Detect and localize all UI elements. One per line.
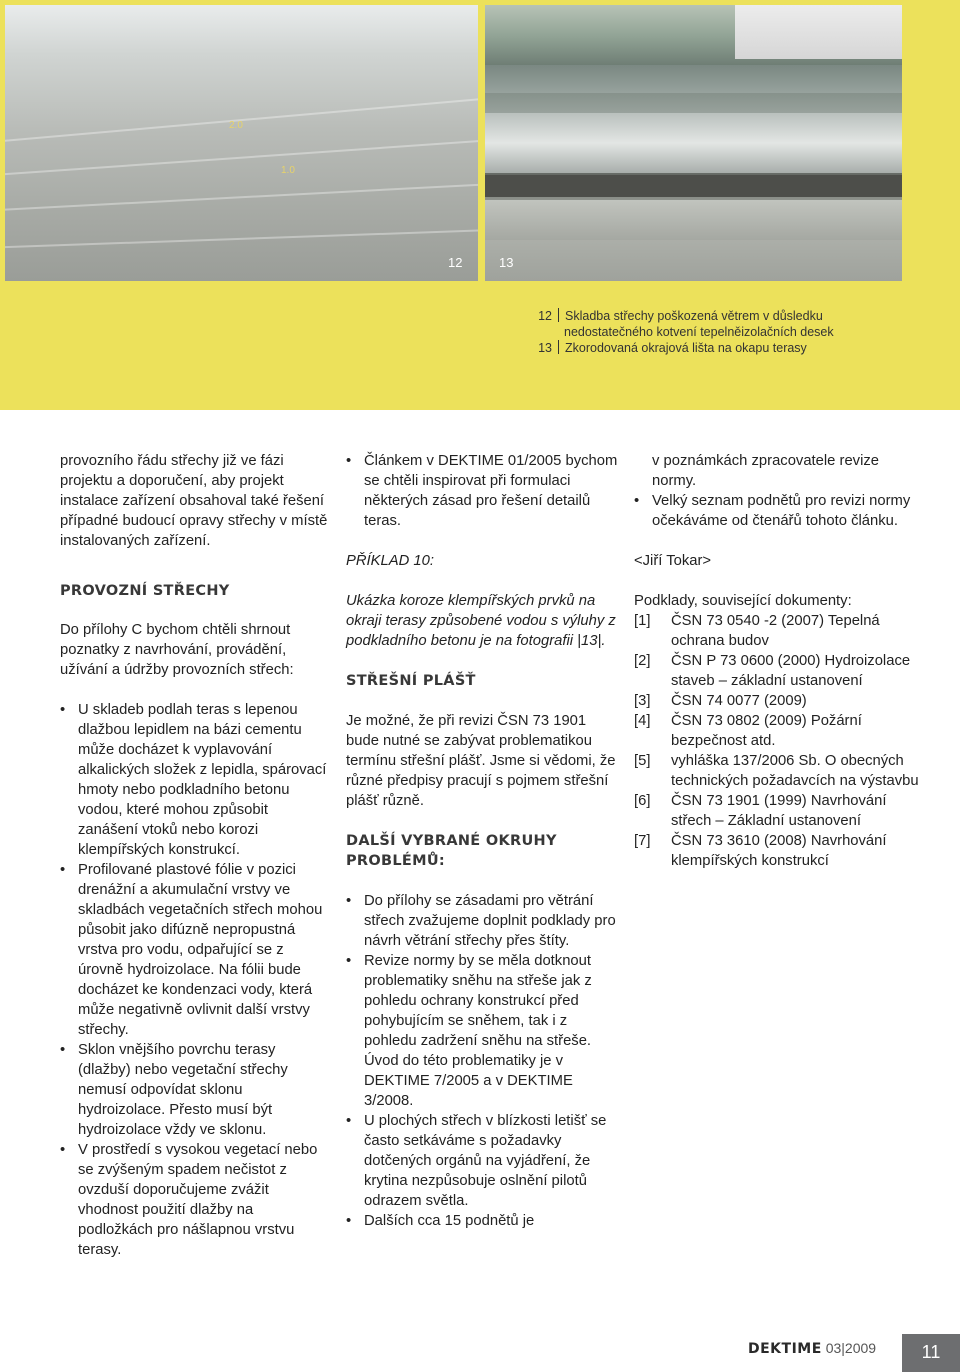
reference-item: [7] ČSN 73 3610 (2008) Navrhování klempířských konstrukcí: [634, 833, 887, 869]
footer-magazine: DEKTIME 03|2009: [748, 1340, 877, 1357]
bullet-list: [60, 700, 330, 1260]
photo-label: 2.0: [229, 120, 243, 131]
list-item: • U skladeb podlah teras s lepenou dlažbou lepidlem na bázi cementu může docházet k vyplavování alkalických složek z lepidla, spárovací hmoty nebo podkladního betonu vodou, které mohou způsobit zanášení vtoků nebo korozi klempířských konstrukcí.: [60, 700, 330, 860]
paragraph: v poznámkách zpracovatele revize normy.: [652, 453, 879, 489]
reference-item: [1] ČSN 73 0540 -2 (2007) Tepelná ochrana budov: [634, 613, 880, 649]
list-item: • Dalších cca 15 podnětů je: [346, 1211, 621, 1231]
list-item: • Velký seznam podnětů pro revizi normy očekáváme od čtenářů tohoto článku.: [634, 491, 924, 531]
list-item: • V prostředí s vysokou vegetací nebo se zvýšeným spadem nečistot z ovzduší doporučujeme zvážit vhodnost použití dlažby na podložkách pro nášlapnou vrstvu terasy.: [60, 1140, 330, 1260]
reference-item: [3] ČSN 74 0077 (2009): [634, 693, 807, 709]
caption-number: 12: [533, 308, 559, 322]
list-item: • U plochých střech v blízkosti letišť se často setkáváme s požadavky dotčených orgánů na vyjádření, že krytina nezpůsobuje oslnění pilotů odrazem světla.: [346, 1111, 621, 1211]
reference-item: [4] ČSN 73 0802 (2009) Požární bezpečnost atd.: [634, 713, 862, 749]
photo-damaged-roof: [5, 5, 478, 281]
photo-number: 12: [448, 255, 463, 270]
list-item: • Do přílohy se zásadami pro větrání střech zvažujeme doplnit podklady pro návrh větrání střechy přes štíty.: [346, 891, 621, 951]
photo-number: 13: [499, 255, 514, 270]
paragraph: Je možné, že při revizi ČSN 73 1901 bude nutné se zabývat problematikou termínu střešní plášť. Jsme si vědomi, že různé předpisy pracují s pojmem střešní plášť různě.: [346, 713, 616, 809]
bullet-list: [346, 451, 621, 531]
references-list: [634, 611, 924, 871]
photo-corroded-flashing: [485, 5, 902, 281]
intro-paragraph: provozního řádu střechy již ve fázi projektu a doporučení, aby projekt instalace zařízení obsahoval také řešení případné budoucí opravy střechy v místě instalovaných zařízení.: [60, 453, 328, 549]
page-number: 11: [902, 1334, 960, 1372]
paragraph: Do přílohy C bychom chtěli shrnout poznatky z navrhování, provádění, užívání a údržby provozních střech:: [60, 622, 294, 678]
column-2: [346, 451, 621, 1231]
caption-12: [533, 308, 834, 324]
list-item: • Sklon vnějšího povrchu terasy (dlažby) nebo vegetační střechy nemusí odpovídat sklonu hydroizolace. Přesto musí být hydroizolace vždy ve sklonu.: [60, 1040, 330, 1140]
bullet-list: [634, 491, 924, 531]
photo-label: 1.0: [281, 165, 295, 176]
caption-number: 13: [533, 340, 559, 354]
caption-13: [533, 340, 834, 356]
list-item: • Profilované plastové fólie v pozici drenážní a akumulační vrstvy ve skladbách vegetačních střech mohou působit jako difúzně nepropustná vrstva pro vodu, odpařující se z úrovně hydroizolace. Na fólii bude docházet ke kondenzaci vody, která může negativně ovlivnit další vrstvy střechy.: [60, 860, 330, 1040]
reference-item: [6] ČSN 73 1901 (1999) Navrhování střech – Základní ustanovení: [634, 793, 887, 829]
example-text: Ukázka koroze klempířských prvků na okraji terasy způsobené vodou s výluhy z podkladního betonu je na fotografii |13|.: [346, 593, 616, 649]
section-heading: DALŠÍ VYBRANÉ OKRUHY PROBLÉMŮ:: [346, 833, 557, 869]
reference-item: [2] ČSN P 73 0600 (2000) Hydroizolace staveb – základní ustanovení: [634, 653, 911, 689]
caption-12-cont: [533, 324, 834, 340]
reference-item: [5] vyhláška 137/2006 Sb. O obecných technických požadavcích na výstavbu: [634, 753, 919, 789]
list-item: • Článkem v DEKTIME 01/2005 bychom se chtěli inspirovat při formulaci některých zásad pro řešení detailů teras.: [346, 451, 621, 531]
figure-captions: [533, 308, 834, 356]
author: <Jiří Tokar>: [634, 553, 712, 569]
issue-number: 03: [825, 1340, 842, 1356]
issue-year: 2009: [844, 1340, 877, 1356]
references-title: Podklady, související dokumenty:: [634, 593, 852, 609]
list-item: • Revize normy by se měla dotknout problematiky sněhu na střeše jak z pohledu ochrany konstrukcí před pohybujícím se sněhem, tak i z pohledu zadržení sněhu na střeše. Úvod do této problematiky je v DEKTIME 7/2005 a v DEKTIME 3/2008.: [346, 951, 621, 1111]
column-1: [60, 451, 330, 1260]
bullet-list: [346, 891, 621, 1231]
brand-name: DEKTIME: [748, 1341, 822, 1357]
caption-text: Skladba střechy poškozená větrem v důsledku: [565, 309, 823, 323]
example-title: PŘÍKLAD 10:: [346, 553, 435, 569]
caption-text: Zkorodovaná okrajová lišta na okapu terasy: [565, 341, 807, 355]
caption-text: nedostatečného kotvení tepelněizolačních desek: [564, 325, 834, 339]
column-3: [634, 451, 924, 871]
section-heading: STŘEŠNÍ PLÁŠŤ: [346, 673, 476, 689]
section-heading: PROVOZNÍ STŘECHY: [60, 583, 230, 599]
